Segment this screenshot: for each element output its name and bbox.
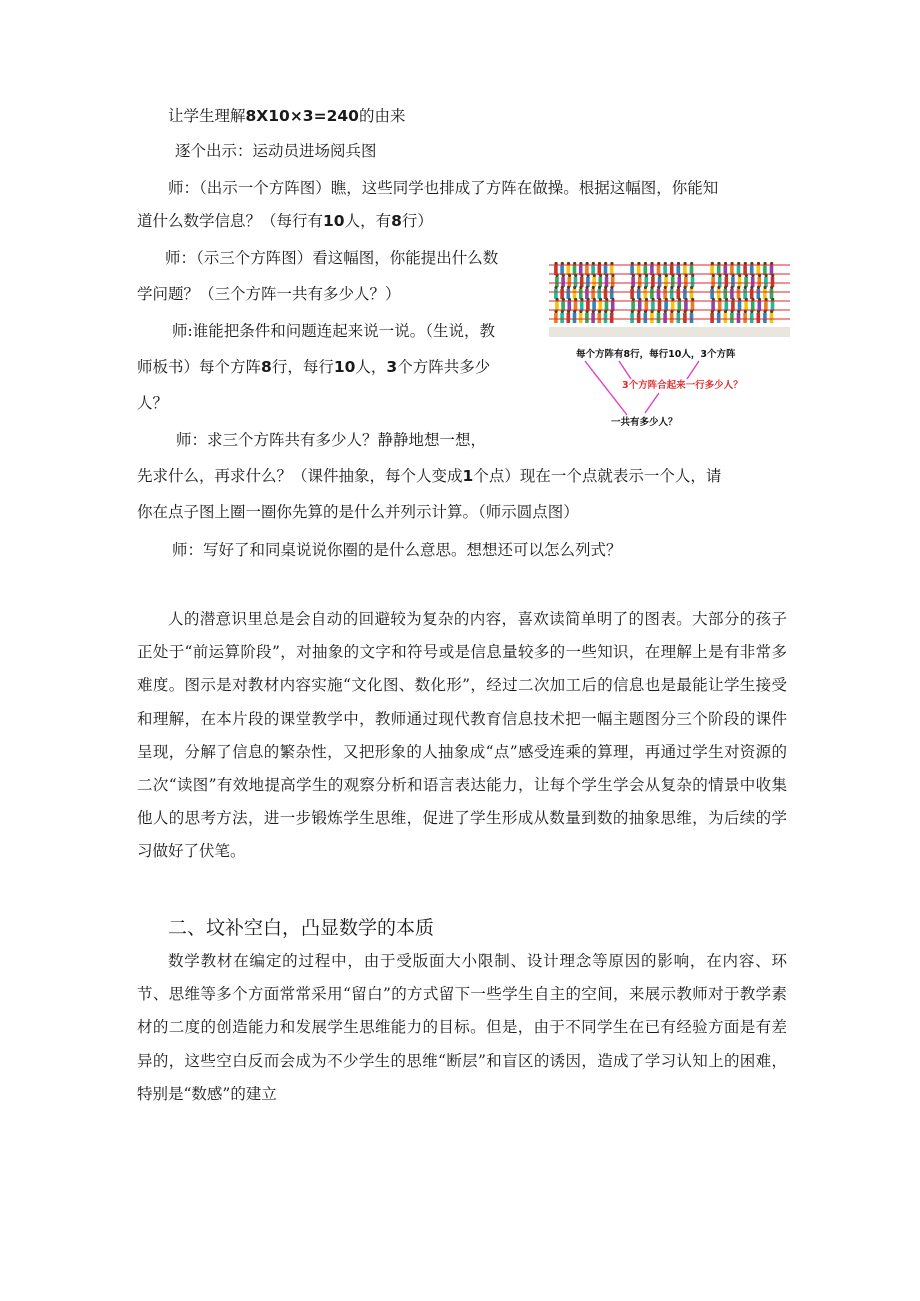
- arrow-left-down: [619, 361, 631, 379]
- athlete: [573, 289, 577, 299]
- athlete: [598, 313, 602, 323]
- number: 1: [462, 467, 474, 485]
- athlete: [757, 289, 761, 299]
- athlete: [610, 289, 614, 299]
- text-segment: 行，每行: [271, 358, 334, 376]
- athlete: [567, 289, 571, 299]
- athlete: [663, 289, 667, 299]
- athlete: [750, 313, 754, 323]
- athlete-head: [567, 286, 570, 289]
- text-line: 师：求三个方阵共有多少人？静静地想一想，: [176, 431, 487, 449]
- athlete: [568, 277, 572, 287]
- arrow-to-bottom-right: [645, 393, 659, 413]
- athlete: [637, 289, 641, 299]
- athlete: [757, 313, 761, 323]
- athlete: [645, 277, 649, 287]
- athlete: [750, 289, 754, 299]
- athlete: [725, 277, 729, 287]
- athlete: [650, 313, 654, 323]
- athlete: [650, 289, 654, 299]
- number: 10: [333, 358, 356, 376]
- number: 10: [323, 212, 345, 230]
- number: 8: [261, 358, 272, 376]
- athlete-head: [744, 286, 747, 289]
- athlete: [651, 277, 655, 287]
- athlete-head: [644, 286, 647, 289]
- text-segment: 让学生理解: [168, 107, 246, 125]
- athlete: [604, 313, 608, 323]
- athlete: [573, 313, 577, 323]
- formula: 8X10×3=240: [245, 107, 359, 125]
- athlete: [560, 289, 564, 299]
- athlete: [585, 313, 589, 323]
- athlete: [554, 313, 558, 323]
- athlete-head: [604, 286, 607, 289]
- athlete-head: [664, 286, 667, 289]
- athlete-head: [670, 286, 673, 289]
- arrow-right-down: [687, 361, 699, 379]
- athlete-head: [579, 286, 582, 289]
- athlete: [592, 277, 596, 287]
- athlete-head: [731, 286, 734, 289]
- athlete: [561, 277, 565, 287]
- athlete-head: [651, 286, 654, 289]
- athlete: [670, 313, 674, 323]
- text-line: 师：（出示一个方阵图）瞧，这些同学也排成了方阵在做操。根据这幅图，你能知: [168, 179, 719, 197]
- athlete: [770, 289, 774, 299]
- athlete: [738, 277, 742, 287]
- athlete-head: [750, 286, 753, 289]
- athlete: [631, 277, 635, 287]
- athlete: [690, 313, 694, 323]
- athlete: [717, 313, 721, 323]
- athlete: [670, 289, 674, 299]
- athlete: [683, 313, 687, 323]
- label-top: 每个方阵有8行，每行10人，3个方阵: [576, 349, 736, 360]
- athlete-head: [573, 286, 576, 289]
- athlete-head: [637, 286, 640, 289]
- athlete: [718, 277, 722, 287]
- athlete: [743, 289, 747, 299]
- athlete: [717, 289, 721, 299]
- athlete: [710, 313, 714, 323]
- text-line: 师：（示三个方阵图）看这幅图，你能提出什么数: [165, 249, 499, 267]
- athlete: [567, 313, 571, 323]
- athlete: [730, 289, 734, 299]
- athlete: [764, 277, 768, 287]
- text-segment: 的由来: [358, 107, 406, 125]
- athlete-crowd: [549, 262, 790, 337]
- athlete-head: [561, 286, 564, 289]
- athlete: [579, 313, 583, 323]
- athlete: [677, 313, 681, 323]
- athlete: [663, 313, 667, 323]
- athlete: [684, 277, 688, 287]
- text-segment: 个点）现在一个点就表示一个人，请: [473, 467, 722, 485]
- athlete: [657, 313, 661, 323]
- athlete: [630, 289, 634, 299]
- athlete-head: [757, 286, 760, 289]
- athlete: [644, 313, 648, 323]
- athlete: [737, 313, 741, 323]
- analysis-paragraph: 人的潜意识里总是会自动的回避较为复杂的内容，喜欢读简单明了的图表。大部分的孩子正处于“前运算阶段”，对抽象的文字和符号或是信息量较多的一些知识，在理解上是有非常多难度。图示是对教材内容实施“文化图、数化形”，经过二次加工后的信息也是最能让学生接受和理解，在本片段的课堂教学中，教师通过现代教育信息技术把一幅主题图分三个阶段的课件呈现，分解了信息的繁杂性，又把形象的人抽象成“点”感受连乘的算理，再通过学生对资源的二次“读图”有效地提高学生的观察分析和语言表达能力，让每个学生学会从复杂的情景中收集他人的思考方法，进一步锻炼学生思维，促进了学生形成从数量到数的抽象思维，为后续的学习做好了伏笔。: [137, 610, 787, 861]
- athlete: [644, 289, 648, 299]
- athlete: [637, 313, 641, 323]
- athlete: [711, 277, 715, 287]
- text-segment: 行）: [401, 212, 433, 230]
- athlete: [731, 277, 735, 287]
- athlete: [630, 313, 634, 323]
- athlete: [598, 289, 602, 299]
- athlete: [555, 277, 559, 287]
- text-line: 人？: [137, 394, 169, 412]
- athlete: [579, 289, 583, 299]
- text-segment: 道什么数学信息？（每行有: [137, 212, 324, 230]
- athlete: [744, 277, 748, 287]
- athlete: [751, 277, 755, 287]
- athlete: [724, 313, 728, 323]
- text-segment: 先求什么，再求什么？（课件抽象，每个人变成: [137, 467, 463, 485]
- athlete: [554, 289, 558, 299]
- athlete: [658, 277, 662, 287]
- athlete: [605, 277, 609, 287]
- athlete: [664, 277, 668, 287]
- athlete: [737, 289, 741, 299]
- athlete: [690, 289, 694, 299]
- athlete: [771, 277, 775, 287]
- athlete-head: [737, 286, 740, 289]
- athlete: [580, 277, 584, 287]
- athlete-head: [657, 286, 660, 289]
- label-bottom: 一共有多少人？: [611, 417, 678, 428]
- text-line: [137, 211, 433, 231]
- number: 8: [391, 212, 402, 230]
- text-segment: 人，有: [344, 212, 392, 230]
- athlete: [677, 289, 681, 299]
- athlete-head: [717, 286, 720, 289]
- athlete-head: [711, 286, 714, 289]
- athlete: [599, 277, 603, 287]
- athlete-head: [555, 286, 558, 289]
- formation-illustration: [549, 257, 790, 439]
- number: 3: [386, 358, 398, 376]
- athlete: [683, 289, 687, 299]
- athlete-head: [770, 286, 773, 289]
- text-line: 师：写好了和同桌说说你圈的是什么意思。想想还可以怎么列式？: [172, 541, 622, 559]
- formation-figure: [549, 257, 790, 439]
- athlete: [586, 277, 590, 287]
- athlete-head: [724, 286, 727, 289]
- athlete: [657, 289, 661, 299]
- athlete: [730, 313, 734, 323]
- text-line: 逐个出示：运动员进场阅兵图: [175, 142, 377, 160]
- arrow-to-bottom-left: [585, 361, 627, 415]
- athlete-head: [610, 286, 613, 289]
- athlete: [763, 313, 767, 323]
- athlete: [691, 277, 695, 287]
- athlete-head: [592, 286, 595, 289]
- text-line: [137, 466, 721, 486]
- athlete: [591, 313, 595, 323]
- section-heading: 二、坟补空白，凸显数学的本质: [168, 917, 435, 939]
- athlete-head: [598, 286, 601, 289]
- text-segment: 人，: [355, 358, 387, 376]
- athlete: [743, 313, 747, 323]
- athlete: [638, 277, 642, 287]
- text-line: 学问题？（三个方阵一共有多少人？）: [137, 285, 401, 303]
- athlete-head: [586, 286, 589, 289]
- athlete: [611, 277, 615, 287]
- athlete: [560, 313, 564, 323]
- athlete: [604, 289, 608, 299]
- athlete-head: [764, 286, 767, 289]
- athlete-head: [631, 286, 634, 289]
- body-paragraph: 数学教材在编定的过程中，由于受版面大小限制、设计理念等原因的影响，在内容、环节、思维等多个方面常常采用“留白”的方式留下一些学生自主的空间，来展示教师对于教学素材的二度的创造能力和发展学生思维能力的目标。但是，由于不同学生在已有经验方面是有差异的，这些空白反而会成为不少学生的思维“断层”和盲区的诱因，造成了学习认知上的困难，特别是“数感”的建立: [137, 952, 787, 1103]
- athlete: [585, 289, 589, 299]
- athlete-head: [684, 286, 687, 289]
- ground: [549, 327, 790, 337]
- text-line: 你在点子图上圈一圈你先算的是什么并列示计算。（师示圆点图）: [137, 503, 579, 521]
- athlete-head: [690, 286, 693, 289]
- label-mid: 3个方阵合起来一行多少人？: [622, 380, 743, 391]
- athlete: [610, 313, 614, 323]
- athlete: [763, 289, 767, 299]
- athlete: [574, 277, 578, 287]
- athlete-head: [677, 286, 680, 289]
- athlete: [770, 313, 774, 323]
- text-line: [168, 106, 405, 126]
- text-segment: 个方阵共多少: [397, 358, 491, 376]
- athlete: [591, 289, 595, 299]
- athlete: [678, 277, 682, 287]
- athlete: [724, 289, 728, 299]
- athlete: [671, 277, 675, 287]
- text-line: 师:谁能把条件和问题连起来说一说。（生说，教: [172, 322, 495, 340]
- athlete: [710, 289, 714, 299]
- text-line: [137, 357, 490, 377]
- athlete: [758, 277, 762, 287]
- text-segment: 师板书）每个方阵: [137, 358, 262, 376]
